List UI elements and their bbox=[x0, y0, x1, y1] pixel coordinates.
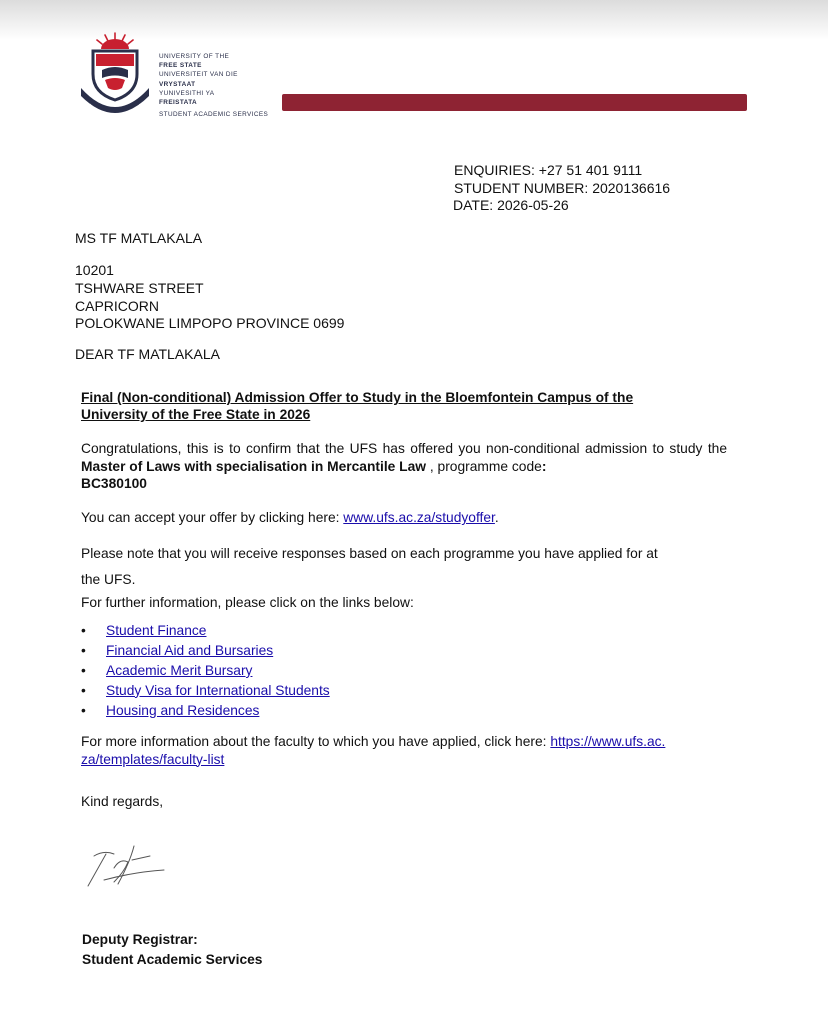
programme-code-label: , programme code bbox=[426, 458, 542, 474]
list-item bbox=[81, 700, 330, 720]
university-name-line: UNIVERSITY OF THE bbox=[159, 53, 230, 60]
bullet: • bbox=[81, 662, 86, 678]
university-name-line: UNIVERSITEIT VAN DIE bbox=[159, 71, 238, 79]
study-visa-link[interactable]: Study Visa for International Students bbox=[106, 682, 330, 698]
recipient-name: MS TF MATLAKALA bbox=[75, 230, 203, 246]
note-paragraph bbox=[81, 541, 727, 593]
faculty-link-part-2[interactable]: za/templates/faculty-list bbox=[81, 751, 225, 767]
list-item bbox=[81, 661, 330, 681]
housing-link[interactable]: Housing and Residences bbox=[106, 702, 260, 718]
faculty-text: For more information about the faculty to which you have applied, click here: bbox=[81, 734, 551, 749]
address-line: TSHWARE STREET bbox=[75, 279, 204, 296]
programme-code: BC380100 bbox=[81, 476, 147, 491]
student-finance-link[interactable]: Student Finance bbox=[106, 623, 207, 639]
congrats-text: Congratulations, this is to confirm that the UFS has offered you non-conditional admission to study the bbox=[81, 441, 727, 456]
crest-motto: IN VERITATE SAPIENTIA LUX bbox=[87, 102, 144, 122]
date-line: DATE: 2026-05-26 bbox=[453, 197, 569, 213]
subject-line-2: University of the Free State in 2026 bbox=[81, 407, 311, 422]
address-line: 10201 bbox=[75, 262, 114, 278]
financial-aid-link[interactable]: Financial Aid and Bursaries bbox=[106, 643, 274, 659]
address-line: CAPRICORN bbox=[75, 297, 160, 314]
recipient-address bbox=[75, 262, 344, 333]
bullet: • bbox=[81, 623, 86, 639]
university-name-line: YUNIVESITHI YA bbox=[159, 89, 215, 97]
university-name-block bbox=[159, 52, 268, 119]
bullet: • bbox=[81, 702, 86, 718]
signatory-department: Student Academic Services bbox=[82, 952, 263, 967]
university-crest-logo bbox=[78, 30, 152, 122]
programme-code-colon: : bbox=[541, 458, 547, 474]
closing-text: Kind regards, bbox=[81, 794, 164, 809]
bullet: • bbox=[81, 682, 86, 698]
bullet: • bbox=[81, 643, 86, 659]
note-line-1: Please note that you will receive responses based on each programme you have applied for at bbox=[81, 546, 658, 561]
list-item bbox=[81, 680, 330, 700]
accept-period: . bbox=[494, 510, 499, 525]
faculty-paragraph bbox=[81, 733, 727, 768]
signatory-block bbox=[82, 930, 262, 970]
faculty-link-part-1[interactable]: https://www.ufs.ac. bbox=[550, 734, 666, 749]
list-item bbox=[81, 641, 330, 661]
further-info-text: For further information, please click on the links below: bbox=[81, 595, 414, 610]
accept-offer-paragraph bbox=[81, 509, 727, 527]
university-name-line: FREISTATA bbox=[159, 99, 198, 107]
student-number-line: STUDENT NUMBER: 2020136616 bbox=[454, 179, 671, 196]
handwritten-signature bbox=[84, 842, 166, 890]
info-links-list bbox=[81, 621, 330, 720]
programme-name: Master of Laws with specialisation in Mercantile Law bbox=[81, 458, 427, 474]
letter-subject bbox=[81, 389, 701, 423]
department-name: STUDENT ACADEMIC SERVICES bbox=[159, 111, 269, 119]
accept-text: You can accept your offer by clicking here: bbox=[81, 510, 344, 525]
address-line: POLOKWANE LIMPOPO PROVINCE 0699 bbox=[75, 315, 345, 332]
salutation: DEAR TF MATLAKALA bbox=[75, 346, 220, 362]
letter-info-block bbox=[454, 162, 670, 215]
congratulations-paragraph bbox=[81, 440, 727, 493]
header-accent-bar bbox=[282, 94, 747, 111]
merit-bursary-link[interactable]: Academic Merit Bursary bbox=[106, 662, 253, 678]
subject-line-1: Final (Non-conditional) Admission Offer to Study in the Bloemfontein Campus of the bbox=[81, 390, 634, 405]
study-offer-link[interactable]: www.ufs.ac.za/studyoffer bbox=[343, 510, 495, 525]
signatory-title: Deputy Registrar: bbox=[82, 932, 198, 947]
enquiries-line: ENQUIRIES: +27 51 401 9111 bbox=[454, 162, 643, 178]
note-line-2: the UFS. bbox=[81, 572, 136, 587]
list-item bbox=[81, 621, 330, 641]
university-name-line: FREE STATE bbox=[159, 62, 202, 70]
university-name-line: VRYSTAAT bbox=[159, 80, 196, 88]
